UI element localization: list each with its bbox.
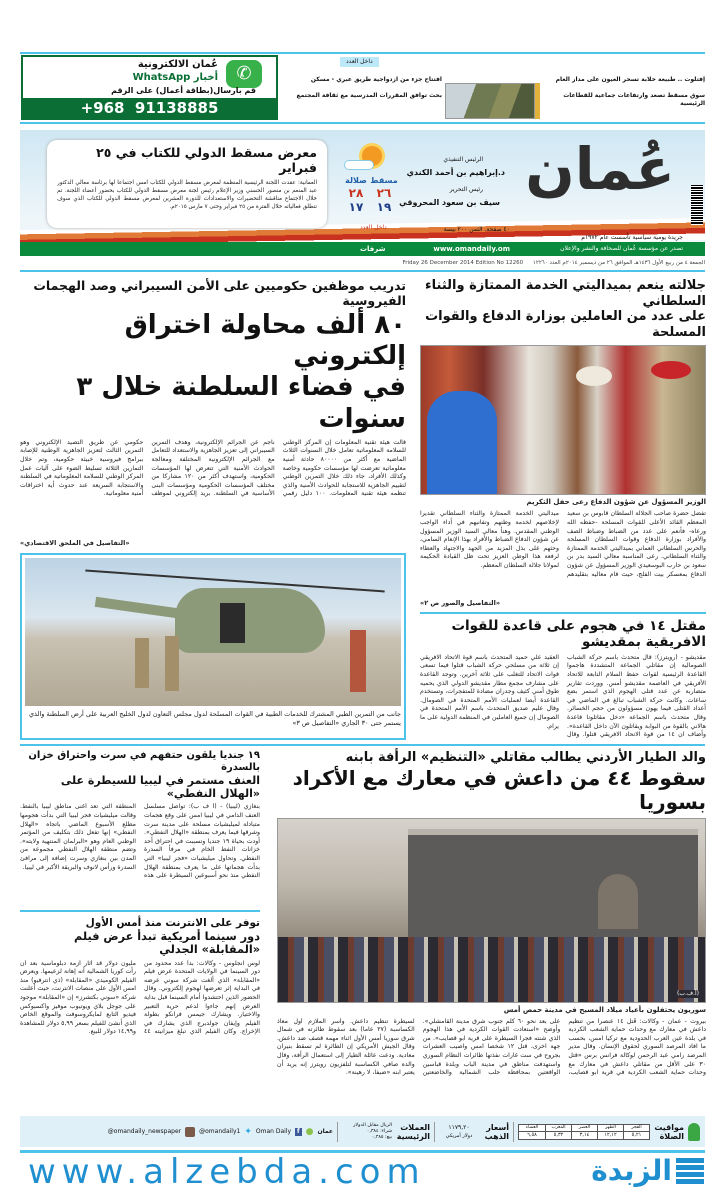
watermark-url: www.alzebda.com [28,1152,426,1192]
gold-unit: دولار أمريكي [445,1132,473,1139]
prayer-time: ٥,٢١ [631,1131,642,1138]
homs-christmas-photo [277,818,706,1003]
promo-whatsapp-line: أخبار WhatsApp [132,72,218,83]
prayer-name: العشاء [519,1125,545,1132]
weather-city-muscat: مسقط [370,176,398,185]
whatsapp-icon: ✆ [226,60,262,88]
libya-body: بنغازي (ليبيا) - (أ ف ب): تواصل مسلسل العنف الدامي في ليبيا امس على وقع هجمات متبادلة لميليشيات مسلحة على مدينة سرت وشرقها فيما يعرف بمنطقة «الهلال النفطي». أودت بحياة ١٩ جنديا وتسببت في احتراق أحد خزانات النفط الخام في مرفأ السدرة النفطي. وتحاول ميليشيات «فجر ليبيا» التي بدأت هجماتها على ما يعرف بمنطقة الهلال النفطي منذ نحو أسبوعين السيطرة على هذه المنطقة التي تعد أغنى مناطق ليبيا بالنفط. وقالت ميليشيات فجر ليبيا التي بدأت هجومها مطلع الأسبوع الماضي باتجاه «الهلال النفطي» إنها تفعل ذلك بتكليف من المؤتمر الوطني العام وهو «البرلمان المنتهية ولايته». وتضم منطقة الهلال النفطي مجموعة من المدن بين بنغازي وسرت إضافة إلى مرافئ السدرة ورأس لانوف والبريقة الأكبر في ليبيا. [20,803,260,880]
editor-name: سيف بن سعود المحروقي [399,198,500,207]
promo-instruction: قم بارسال(بطاقة أعمال) على الرقم [111,86,256,95]
prayer-name: العصر [572,1125,597,1132]
prayer-label: مواقيت الصلاة [654,1122,684,1141]
masthead-tagline-2: تصدر عن مؤسسة عُمان للصحافة والنشر والإعلان [560,245,683,252]
inside-photo [445,83,535,119]
weather-min-salalah: ١٧ [348,200,364,214]
footer-bar [20,1116,705,1147]
helicopter-photo-box [20,553,406,740]
instagram-handle[interactable]: @omandaily_newspaper [107,1127,182,1135]
mogadishu-body: مقديشو - (رويترز): قال متحدث باسم حركة الشباب الصومالية إن مقاتلي الجماعة المتشددة هاجموا القاعدة الرئيسية لقوات حفظ السلام التابعة للاتحاد الأفريقي في العاصمة مقديشو أمس. ووردت تقارير متضاربة عن عدد قتلى الهجوم الذي استمر بضع ساعات. وكانت حركة الشباب تبالغ في الماضي في أعداد القتلى فيما يهون مسؤولون من حجم الخسائر. وقال متحدث باسم الجماعة «دخل مقاتلونا قاعدة هالاني بالقوة من البوابة ويقاتلون الآن داخل القاعدة». وأضاف ان ١٤ من قوة الاتحاد الافريقي قتلوا. وقال العقيد علي حميد المتحدث باسم قوة الاتحاد الافريقي إن ثلاثة من مسلحي حركة الشباب قتلوا فيما تسعى قوات الاتحاد للتغلب على ثلاثة آخرين. وتوجد القاعدة على مشارف مجمع مطار مقديشو الدولي الذي يحميه طوق أمني كثيف وجدران مضادة للمتفجرات، وتستخدم القاعدة أيضا لعمليات الأمم المتحدة في الصومال. وقال عليم صديق المتحدث باسم الأمم المتحدة في الصومال إن جميع العاملين في المنظمة الدولية على ما يرام. [420,653,706,739]
barcode [691,185,703,225]
mogadishu-headline[interactable]: مقتل ١٤ في هجوم على قاعدة للقوات الافريقية بمقديشو [451,617,706,650]
helicopter-photo [25,558,401,706]
facebook-icon[interactable]: f [297,1127,300,1135]
inside-item[interactable]: افتتاح جزء من ازدواجية طريق عبري - مسكن [310,76,442,83]
prayer-time: ٣,١٤ [579,1131,590,1138]
prayer-table [518,1124,650,1140]
pages-price: ٤٠ صفحة. الثمن ٢٠٠ بيسة [443,226,510,233]
film-body: لوس انجلوس - وكالات: بدأ عدد محدود من دور السينما في الولايات المتحدة عرض فيلم «المقابلة» الذي ألغت شركة سوني عرضه في البداية إثر تعرضها لهجوم إلكتروني. وقال الحضور الذين احتشدوا أمام السينما قبل بداية العرض إنهم جاءوا لدعم حرية التعبير والاختيار. ويشارك جيمس فرانكو بطولة الفيلم وإيفان جولدبرج الذي يشارك في الإخراج. وكان الفيلم الذي تبلغ ميزانيته ٤٤ مليون دولار قد أثار أزمة دبلوماسية بعد أن رأت كوريا الشمالية أنه إهانة لزعيمها. ويعرض الفيلم الكوميدي «المقابلة» (ذي انترفيو) منذ امس الأول على منصات الانترنت، حيث أعلنت شركة «سوني بكتشرز» إن «المقابلة» موجود على جوجل بلاي ويوتيوب موفيز واكسبوكس فيديو التابع لمايكروسوفت والموقع الخاص الذي أنشئ للفيلم بسعر ٥,٩٩ دولار للمشاهدة و١٤,٩٩ دولار للبيع. [20,959,260,1036]
royal-more[interactable]: «التفاصيل والصور ص ٢» [420,598,501,607]
promo-phone: +968 91138885 [23,98,276,118]
syria-photo-caption: سوريون يحتفلون بأعياد ميلاد المسيح في مدينة حمص أمس [503,1005,706,1014]
currency-sell: بيع: ٠,٣٨٥ [371,1134,392,1140]
libya-kicker[interactable]: ١٩ جنديا يلقون حتفهم في سرت واحتراق خزان بالسدرة [28,750,260,773]
cyber-headline-2[interactable]: في فضاء السلطنة خلال ٣ سنوات [76,372,406,434]
cyber-body: قالت هيئة تقنية المعلومات إن المركز الوطني للسلامة المعلوماتية تعامل خلال السنوات الثلاث الماضية مع أكثر من ٨٠٠٠٠ حادثة أمنية معلوماتية تعرضت لها مؤسسات حكومية وخاصة وكذلك الأفراد، جاء ذلك خلال التمرين الوطني لتقييم الجاهزية للاستجابة للحوادث الأمنية والذي تنظمه هيئة تقنية المعلومات. ١٠٠ دليل رقمي ناجم عن الجرائم الإلكترونية، وهدف التمرين السيبراني إلى تعزيز الجاهزية والاستعداد للتعامل مع الجرائم الإلكترونية المختلفة ومعالجة الحوادث الأمنية التي تتعرض لها المؤسسات الحكومية، واستهدف أكثر من ١٢٠ مشاركا من مختلف المؤسسات الحكومية ومؤسسات البنى الأساسية في السلطنة. بريد إلكتروني لموظف حكومي عن طريق التصيد الإلكتروني وهو التمرين الثالث لتعزيز الجاهزية الوطنية للإصابة ببرامج فيروسية خبيثة حكومية، وتم خلال التمارين الثلاثة تسليط الضوء على آليات عمل المركز الوطني للسلامة المعلوماتية في السلطنة والاستجابة السريعة عند حدوث أية اختراقات أمنية معلوماتية. [20,438,406,498]
twitter-handle[interactable]: @omandaily1 [199,1127,241,1135]
date-line-ar: الجمعة ٤ من ربيع الأول ١٤٣٦هـ الموافق ٢٦ من ديسمبر ٢٠١٤م العدد ١٢٢٦٠ [532,260,705,266]
photo-credit: (أ.ف.ب) [676,989,699,997]
syria-body: بيروت - عمان - وكالات: قُتل ١٤ عنصراً من تنظيم داعش في معارك مع وحدات حماية الشعب الكردية في بلدة عين العرب الحدودية مع تركيا امس، بحسب ما افاد المرصد السوري لحقوق الإنسان. وقال مدير المرصد رامي عبد الرحمن لوكالة فرانس برس «قتل ٣٠ على الأقل من مقاتلي داعش في معارك مع وحدات حماية الشعب الكردية في قرية ابو قصايب، على بعد نحو ٦٠ كلم جنوب شرق مدينة القامشلي». وأوضح «استعادت القوات الكردية في هذا الهجوم الذي شنته فجرا السيطرة على قرية ابو قصايب». من جهة اخرى، قتل ١٢ شخصا امس واصيب العشرات بجروح في ست غارات نفذتها طائرات النظام السوري واستهدفت مناطق في مدينة الباب وبلدة قباسين الواقعتين بمحافظة حلب الشمالية والخاضعتين لسيطرة تنظيم داعش. وأسر الملازم أول معاذ الكساسبة (٢٧ عاما) بعد سقوط طائرته في شمال شرق سوريا أمس الأول اثناء مهمة قصف ضد داعش. وقال الجيش الأمريكي إن الطائرة لم تسقط بنيران معادية. ودعت عائلة الطيار إلى استعمال الرأفة، وقال والده صافي الكساسبة لتلفزيون رويترز إنه يريد أن يعتبر ابنه «ضيفا، لا رهينة». [277,1017,706,1077]
sun-cloud-icon [342,144,382,174]
royal-headline-1[interactable]: جلالته ينعم بميداليتي الخدمة الممتازة والثناء السلطاني [425,278,706,309]
inside-item[interactable]: سوق مسقط تصعد وارتفاعات جماعية للقطاعات الرئيسية [563,92,705,107]
syria-headline[interactable]: سقوط ٤٤ من داعش في معارك مع الأكراد بسوريا [292,765,706,814]
watermark-logo-bars [676,1158,704,1184]
prayer-name: الفجر [624,1125,649,1132]
weather-min-muscat: ١٩ [376,200,392,214]
royal-body: تفضل حضرة صاحب الجلالة السلطان قابوس بن سعيد المعظم القائد الأعلى للقوات المسلحة -حفظه الله ورعاه- فأنعم على عدد من الضباط وضباط الصف والأفراد بوزارة الدفاع وقوات السلطان المسلحة والحرس السلطاني العماني بميداليتي الخدمة الممتازة والثناء السلطاني. رعى المناسبة معالي السيد بدر بن سعود بن حارب البوسعيدي الوزير المسؤول عن شؤون الدفاع بمعسكر بيت الفلج، حيث قام معاليه بتقليدهم ميداليتي الخدمة الممتازة والثناء السلطاني تقديراً لإخلاصهم لخدمة وطنهم وتفانيهم في أداء الواجب الوطني المقدس. وهنأ معالي السيد الوزير المسؤول عن شؤون الدفاع الضباط والأفراد بهذا الإنعام السامي، وحثهم على بذل المزيد من الجهد والاجتهاد والعطاء لرفعة هذا الوطن العزيز تحت ظل القيادة الحكيمة لمولانا جلالة السلطان المعظم. [420,510,706,578]
cyber-more[interactable]: «التفاصيل في الملحق الاقتصادي» [20,539,130,547]
inside-label: داخل العدد [340,57,379,67]
masthead-logo: عُمان [525,135,675,203]
ceo-label: الرئيس التنفيذي [443,156,483,163]
prayer-time: ٦,٥٨ [527,1131,537,1138]
film-headline[interactable]: دور سينما أمريكية تبدأ عرض فيلم «المقابلة» الجدلي [74,929,260,957]
royal-ceremony-photo [420,345,706,495]
prayer-time: ٥,٣٢ [553,1131,564,1138]
masthead-inside-label: داخل العدد [360,224,387,231]
supplement-tag[interactable]: شرفات [360,245,386,253]
editor-label: رئيس التحرير [449,186,483,193]
inside-item[interactable]: إفتلوت .. طبيعة خلابة تسحر العيون على مدار العام [555,76,705,83]
android-apple-icon[interactable]: ● [305,1126,314,1137]
app-label[interactable]: عمان [317,1127,333,1135]
currency-title: الريال مقابل الدولار [353,1122,392,1128]
currency-label: العملات الرئيسية [396,1122,430,1141]
promo-story-box[interactable] [47,140,327,228]
date-line: Friday 26 December 2014 Edition No 12260 [402,260,524,266]
currency-buy: شراء: ٠,٣٨٤ [366,1128,392,1134]
inside-photo-tab [535,83,540,119]
libya-headline[interactable]: العنف مستمر في ليبيا للسيطرة على «الهلال النفطي» [60,774,260,801]
masthead [20,130,705,256]
instagram-icon[interactable] [185,1127,195,1137]
inside-item[interactable]: بحث توافق المقررات المدرسية مع ثقافة المجتمع [296,92,442,99]
weather-max-muscat: ٢٦ [376,186,392,200]
weather-max-salalah: ٢٨ [348,186,364,200]
syria-kicker[interactable]: والد الطيار الأردني يطالب مقاتلي «التنظيم» الرأفة بابنه [345,750,706,765]
promo-story-body: العمانية: عقدت اللجنة الرئيسية المنظمة لمعرض مسقط الدولي للكتاب امس اجتماعا لها برئاسة معالي الدكتور عبد المنعم بن منصور الحسني وزير الإعلام رئيس لجنة معرض مسقط الدولي للكتاب بحضور أعضاء اللجنة. تم خلال الاجتماع مناقشة التحضيرات والاستعدادات للدورة العشرين لمعرض مسقط الدولي للكتاب الذي سوف تنطلق فعالياته خلال الفترة من ٢٥ فبراير وحتى ٧ مارس ٢٠١٥م. [57,180,317,210]
prayer-time: ١٢,١٢ [604,1131,617,1138]
masthead-tagline: جريدة يومية سياسية تأسست عام ١٩٧٢م [581,234,683,241]
mosque-icon [688,1123,700,1141]
helicopter-photo-caption: جانب من التمرين الطبي المشترك للخدمات الطبية في القوات المسلحة لدول مجلس التعاون لدول الخليج العربية على أرض السلطنة والذي يستمر حتى ٣٠ الجاري «التفاصيل ص ٣» [28,710,401,727]
promo-brand: عُمان الالكترونية [137,59,218,70]
royal-headline-2[interactable]: على عدد من العاملين بوزارة الدفاع والقوات المسلحة [425,309,706,340]
cyber-kicker[interactable]: تدريب موظفين حكوميين على الأمن السيبراني وصد الهجمات الفيروسية [33,278,406,308]
website[interactable]: www.omandaily.om [433,245,510,253]
prayer-name: الظهر [598,1125,623,1132]
prayer-name: المغرب [546,1125,571,1132]
weather-city-salalah: صلالة [345,176,367,185]
whatsapp-promo[interactable] [21,55,278,120]
ceo-name: د.إبراهيم بن أحمد الكندي [406,168,505,177]
gold-label: أسعار الذهب [484,1122,509,1141]
facebook-handle[interactable]: Oman Daily [255,1127,292,1135]
film-kicker[interactable]: توفر على الانترنت منذ أمس الأول [85,916,260,929]
cyber-headline-1[interactable]: ٨٠ ألف محاولة اختراق إلكتروني [124,310,406,372]
royal-photo-caption: الوزير المسؤول عن شؤون الدفاع رعى حفل التكريم [526,498,706,507]
watermark-logo: الزبدة [591,1154,672,1187]
twitter-icon[interactable]: ✦ [244,1126,252,1137]
gold-value: ١١٧٩,٢٠ [448,1123,470,1131]
promo-story-title: معرض مسقط الدولي للكتاب في ٢٥ فبراير [96,145,317,175]
